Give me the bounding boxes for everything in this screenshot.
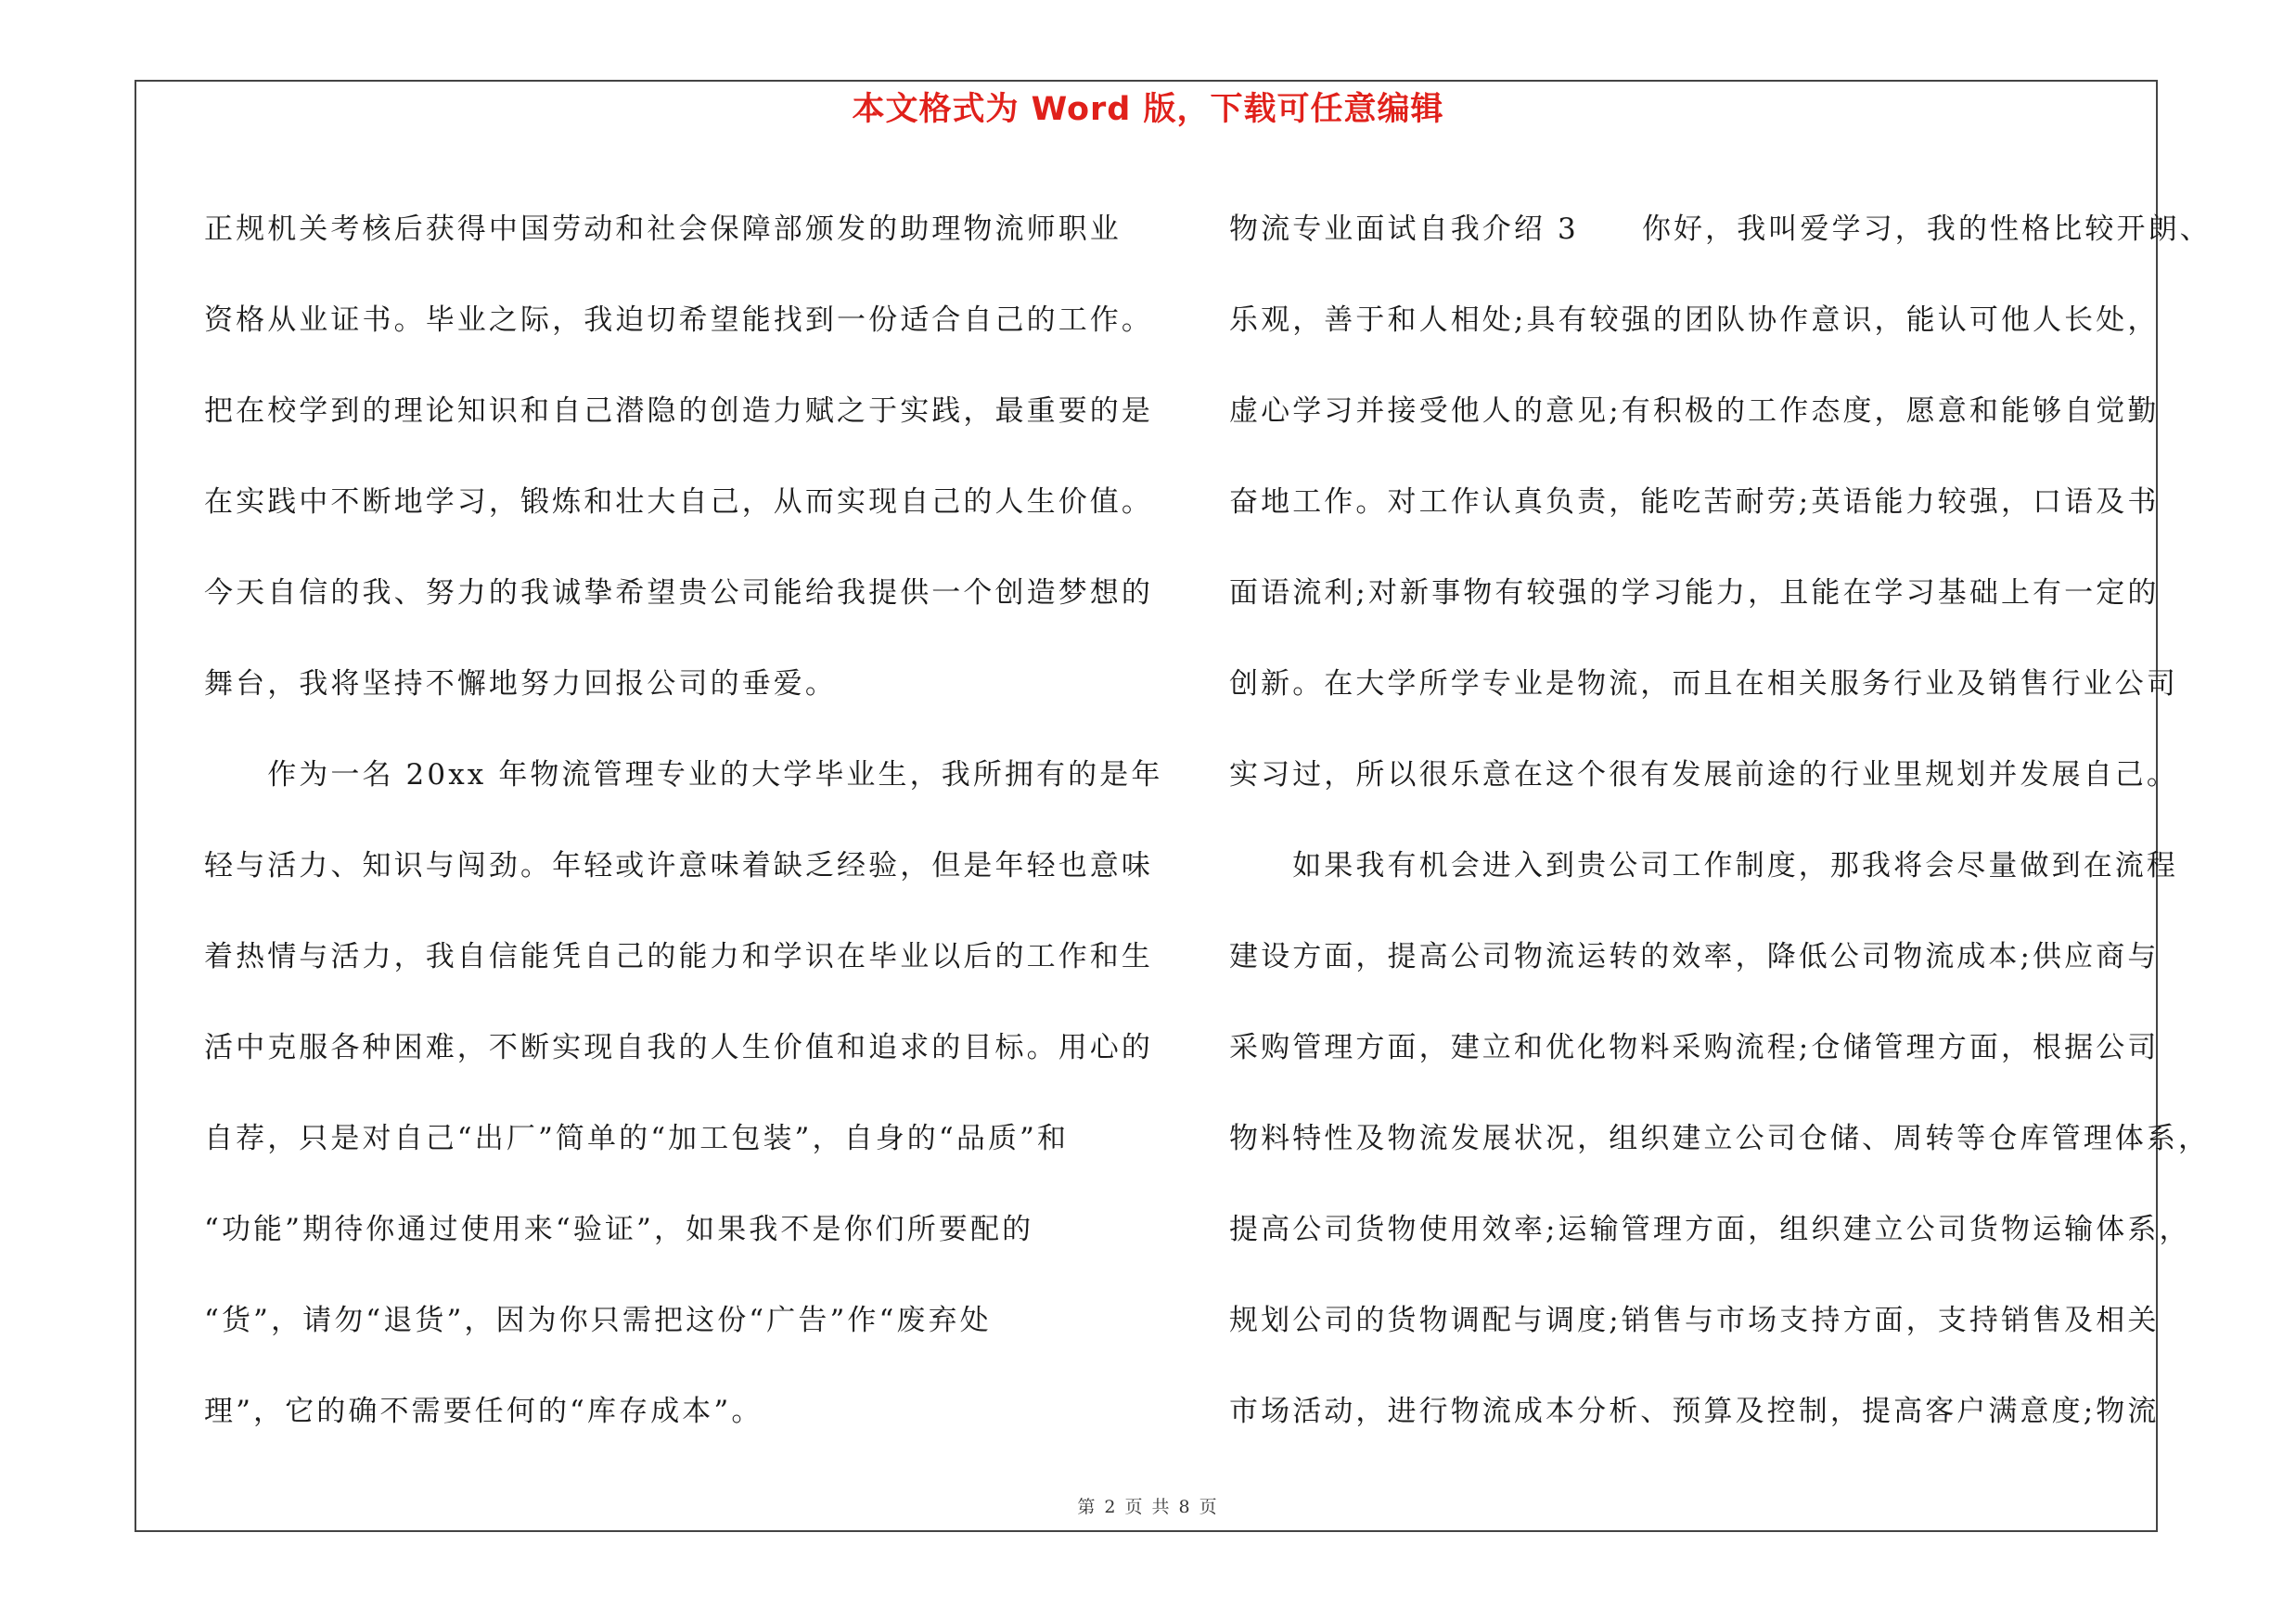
- text-line: “功能”期待你通过使用来“验证”，如果我不是你们所要配的: [204, 1213, 1034, 1246]
- text-line: 自荐，只是对自己“出厂”简单的“加工包装”，自身的“品质”和: [204, 1122, 1070, 1155]
- text-line: 着热情与活力，我自信能凭自己的能力和学识在毕业以后的工作和生: [204, 940, 1153, 973]
- text-line: 理”，它的确不需要任何的“库存成本”。: [204, 1395, 763, 1428]
- text-line: 乐观，善于和人相处;具有较强的团队协作意识，能认可他人长处，: [1229, 303, 2160, 337]
- text-line: 虚心学习并接受他人的意见;有积极的工作态度，愿意和能够自觉勤: [1229, 394, 2160, 428]
- page-number: 第 2 页 共 8 页: [1077, 1497, 1219, 1517]
- text-line: 今天自信的我、努力的我诚挚希望贵公司能给我提供一个创造梦想的: [204, 576, 1153, 610]
- text-line: 提高公司货物使用效率;运输管理方面，组织建立公司货物运输体系，: [1229, 1213, 2191, 1246]
- right-text-column: [1229, 184, 2212, 1457]
- text-line: 在实践中不断地学习，锻炼和壮大自己，从而实现自己的人生价值。: [204, 485, 1153, 519]
- text-line: 物流专业面试自我介绍 3 你好，我叫爱学习，我的性格比较开朗、: [1229, 213, 2212, 246]
- text-line: 物料特性及物流发展状况，组织建立公司仓储、周转等仓库管理体系，: [1229, 1122, 2211, 1155]
- text-line: 规划公司的货物调配与调度;销售与市场支持方面，支持销售及相关: [1229, 1304, 2160, 1337]
- text-line: 资格从业证书。毕业之际，我迫切希望能找到一份适合自己的工作。: [204, 303, 1153, 337]
- text-line: 建设方面，提高公司物流运转的效率，降低公司物流成本;供应商与: [1229, 940, 2160, 973]
- left-text-column: [204, 184, 1163, 1457]
- text-line: 把在校学到的理论知识和自己潜隐的创造力赋之于实践，最重要的是: [204, 394, 1153, 428]
- text-line: 实习过，所以很乐意在这个很有发展前途的行业里规划并发展自己。: [1229, 758, 2178, 792]
- text-line: 创新。在大学所学专业是物流，而且在相关服务行业及销售行业公司: [1229, 667, 2178, 701]
- text-line: 面语流利;对新事物有较强的学习能力，且能在学习基础上有一定的: [1229, 576, 2160, 610]
- text-line: 舞台，我将坚持不懈地努力回报公司的垂爱。: [204, 667, 837, 701]
- format-banner: 本文格式为 Word 版，下载可任意编辑: [852, 91, 1444, 128]
- text-line: 如果我有机会进入到贵公司工作制度，那我将会尽量做到在流程: [1229, 849, 2178, 882]
- text-line: 市场活动，进行物流成本分析、预算及控制，提高客户满意度;物流: [1229, 1395, 2160, 1428]
- text-line: 正规机关考核后获得中国劳动和社会保障部颁发的助理物流师职业: [204, 213, 1122, 246]
- text-line: 奋地工作。对工作认真负责，能吃苦耐劳;英语能力较强，口语及书: [1229, 485, 2160, 519]
- text-line: 活中克服各种困难，不断实现自我的人生价值和追求的目标。用心的: [204, 1031, 1153, 1064]
- text-line: 轻与活力、知识与闯劲。年轻或许意味着缺乏经验，但是年轻也意味: [204, 849, 1153, 882]
- text-line: 采购管理方面，建立和优化物料采购流程;仓储管理方面，根据公司: [1229, 1031, 2160, 1064]
- text-line: “货”，请勿“退货”，因为你只需把这份“广告”作“废弃处: [204, 1304, 992, 1337]
- text-line: 作为一名 20xx 年物流管理专业的大学毕业生，我所拥有的是年: [204, 758, 1163, 792]
